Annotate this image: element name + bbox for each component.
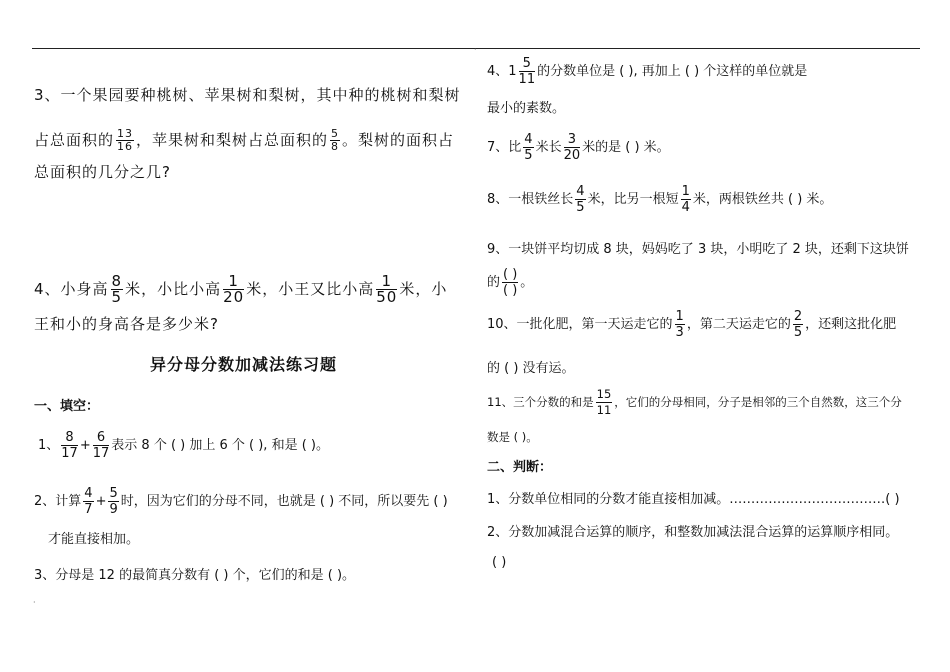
fill-r8: 8、一根铁丝长 $\frac{4}{5}$ 米，比另一根短 $\frac{1}{4}$ 米，两根铁丝共 ( ) 米。	[487, 184, 833, 215]
fraction: $\frac{4}{7}$	[84, 486, 93, 517]
section-judge: 二、判断：	[487, 460, 553, 475]
fill-3: 3、分母是 12 的最简真分数有 ( ) 个，它们的和是 ( )。	[34, 568, 356, 583]
fraction: $\frac{13}{16}$	[117, 127, 134, 153]
fill-r11: 11、三个分数的和是 $\frac{15}{11}$ ，它们的分母相同，分子是相邻的三个自然数，这三个分	[487, 387, 902, 417]
q4-line2: 王和小的身高各是多少米?	[34, 315, 219, 333]
fraction: $\frac{5}{11}$	[518, 56, 536, 87]
judge-2: 2、分数加减混合运算的顺序，和整数加减法混合运算的运算顺序相同。	[487, 525, 899, 540]
fraction: $\frac{( )}{( )}$	[503, 267, 518, 298]
fraction: $\frac{5}{9}$	[109, 486, 118, 517]
q3-line2: 占总面积的 $\frac{13}{16}$ ，苹果树和梨树占总面积的 $\frac{5}{8}$ 。梨树的面积占	[34, 127, 455, 153]
judge-2-paren: ( )	[492, 555, 507, 570]
fraction: $\frac{1}{50}$	[376, 272, 398, 306]
fill-r9-line2: 的 $\frac{( )}{( )}$ 。	[487, 267, 534, 298]
fraction: $\frac{3}{20}$	[563, 132, 581, 163]
page-title: 异分母分数加减法练习题	[150, 355, 338, 374]
judge-1: 1、分数单位相同的分数才能直接相加减。………………………………( )	[487, 492, 900, 507]
q3-line1: 3、一个果园要种桃树、苹果树和梨树，其中种的桃树和梨树	[34, 86, 461, 104]
fraction: $\frac{4}{5}$	[524, 132, 533, 163]
fill-r11-line2: 数是 ( )。	[487, 430, 538, 444]
fraction: $\frac{1}{3}$	[675, 309, 684, 340]
fill-1: 1、 $\frac{8}{17}$ + $\frac{6}{17}$ 表示 8 个 ( ) 加上 6 个 ( ), 和是 ( )。	[38, 430, 329, 461]
fill-2-line2: 才能直接相加。	[48, 532, 140, 547]
fraction: $\frac{8}{17}$	[61, 430, 78, 461]
fraction: $\frac{1}{4}$	[681, 184, 690, 215]
fill-r9: 9、一块饼平均切成 8 块，妈妈吃了 3 块，小明吃了 2 块，还剩下这块饼	[487, 242, 909, 257]
fill-r4: 4、1 $\frac{5}{11}$ 的分数单位是 ( ), 再加上 ( ) 个这样的单位就是	[487, 56, 808, 87]
fill-r10: 10、一批化肥，第一天运走它的 $\frac{1}{3}$ ，第二天运走它的 $\frac{2}{5}$ ，还剩这批化肥	[487, 309, 897, 340]
section-fill-blank: 一、填空：	[34, 399, 100, 414]
fill-r10-line2: 的 ( ) 没有运。	[487, 361, 575, 376]
q3-line3: 总面积的几分之几?	[34, 163, 171, 181]
fraction: $\frac{5}{8}$	[331, 127, 340, 153]
fraction: $\frac{1}{20}$	[223, 272, 245, 306]
q4-line1: 4、小身高 $\frac{8}{5}$ 米，小比小高 $\frac{1}{20}$ 米，小王又比小高 $\frac{1}{50}$ 米，小	[34, 272, 448, 306]
fraction: $\frac{15}{11}$	[596, 387, 612, 417]
fill-2: 2、计算 $\frac{4}{7}$ + $\frac{5}{9}$ 时，因为它们的分母不同，也就是 ( ) 不同，所以要先 ( )	[34, 486, 448, 517]
bottom-dot: ·	[33, 598, 36, 607]
fraction: $\frac{8}{5}$	[111, 272, 123, 306]
fraction: $\frac{4}{5}$	[576, 184, 585, 215]
fraction: $\frac{6}{17}$	[92, 430, 110, 461]
fill-r4-line2: 最小的素数。	[487, 101, 566, 116]
fill-r7: 7、比 $\frac{4}{5}$ 米长 $\frac{3}{20}$ 米的是 ( ) 米。	[487, 132, 670, 163]
top-dot: ·	[474, 45, 477, 54]
fraction: $\frac{2}{5}$	[793, 309, 803, 340]
